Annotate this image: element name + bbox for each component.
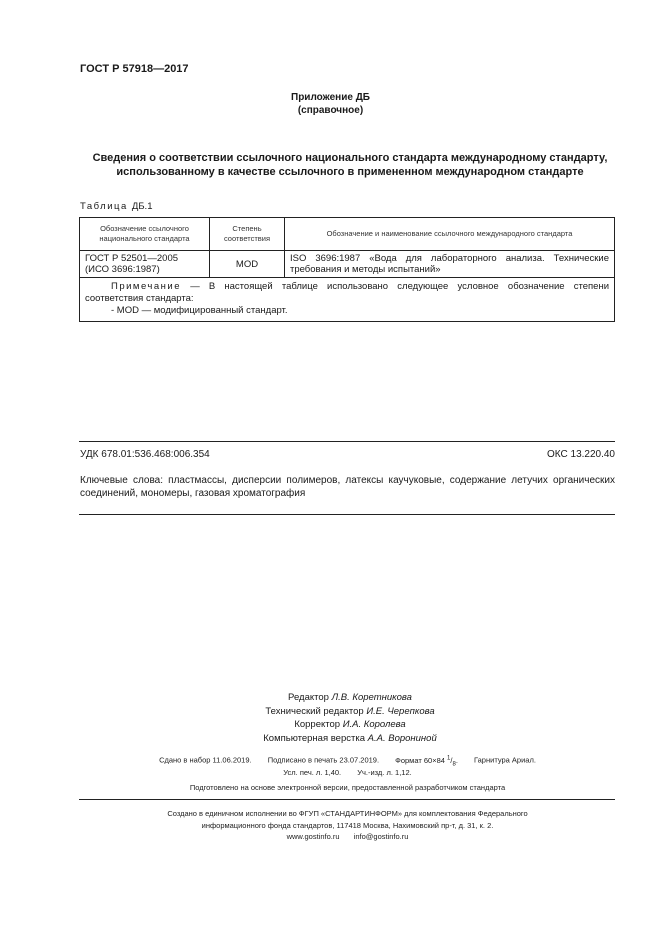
- publishing-line-1: [80, 755, 615, 767]
- table-caption-number: ДБ.1: [131, 201, 153, 212]
- document-id: ГОСТ Р 57918—2017: [80, 63, 189, 75]
- footer-email-link[interactable]: info@gostinfo.ru: [353, 832, 409, 841]
- footer-line-2: информационного фонда стандартов, 117418 Москва, Нахимовский пр-т, д. 31, к. 2.: [201, 820, 494, 830]
- publishing-line-2: [80, 768, 615, 777]
- credit-layout: Компьютерная верстка А.А. Ворониной: [263, 732, 437, 744]
- table-row: [80, 251, 615, 278]
- header-degree: Степень соответствия: [210, 218, 285, 251]
- national-standard-iso: (ИСО 3696:1987): [85, 264, 160, 275]
- cell-national-standard: [80, 251, 210, 278]
- cell-international-standard: ISO 3696:1987 «Вода для лабораторного анализа. Технические требования и методы испытаний»: [285, 251, 615, 278]
- appendix-header: [0, 91, 661, 117]
- divider-footer: [79, 799, 615, 800]
- credit-tech-editor: Технический редактор И.Е. Черепкова: [265, 705, 435, 717]
- typeface: Гарнитура Ариал.: [474, 755, 536, 765]
- edition-sheets: Уч.-изд. л. 1,12.: [357, 768, 412, 777]
- divider-bottom: [79, 514, 615, 515]
- note-item: - MOD — модифицированный стандарт.: [111, 305, 288, 316]
- paper-format: Формат 60×84 $^1/_8$.: [395, 755, 458, 767]
- header-international-standard: Обозначение и наименование ссылочного международного стандарта: [285, 218, 615, 251]
- appendix-subtitle: (справочное): [297, 105, 364, 116]
- appendix-title: Приложение ДБ: [291, 92, 370, 103]
- prepared-note: Подготовлено на основе электронной версии, предоставленной разработчиком стандарта: [189, 783, 506, 792]
- keywords: Ключевые слова: пластмассы, дисперсии полимеров, латексы каучуковые, содержание летучих органических соединений, мономеры, газовая хроматография: [80, 475, 615, 499]
- print-sheets: Усл. печ. л. 1,40.: [283, 768, 342, 777]
- table-note-row: [80, 278, 615, 322]
- udk-code: УДК 678.01:536.468:006.354: [80, 449, 210, 460]
- table-note: [80, 278, 615, 322]
- note-text: — В настоящей таблице использовано следующее условное обозначение степени соответствия стандарта:: [85, 281, 609, 304]
- footer-block: [80, 808, 615, 843]
- credit-proofreader: Корректор И.А. Королева: [294, 719, 406, 730]
- heading-line-2: использованному в качестве ссылочного в примененном международном стандарте: [116, 166, 584, 178]
- national-standard-code: ГОСТ Р 52501—2005: [85, 253, 179, 264]
- typeset-date: Сдано в набор 11.06.2019.: [159, 755, 252, 765]
- credits-block: [200, 691, 500, 745]
- classification-row: [80, 449, 615, 460]
- header-national-standard: Обозначение ссылочного национального стандарта: [80, 218, 210, 251]
- reference-table: [79, 217, 615, 322]
- oks-code: ОКС 13.220.40: [547, 449, 615, 460]
- table-caption-label: Таблица: [80, 201, 128, 212]
- table-caption: [80, 201, 152, 212]
- section-heading: [60, 151, 640, 179]
- note-label: Примечание: [111, 281, 181, 292]
- heading-line-1: Сведения о соответствии ссылочного национального стандарта международному стандарту,: [92, 152, 608, 164]
- cell-degree: MOD: [210, 251, 285, 278]
- divider-top: [79, 441, 615, 442]
- footer-line-1: Создано в единичном исполнении во ФГУП «СТАНДАРТИНФОРМ» для комплектования Федерального: [167, 809, 528, 818]
- table-header-row: [80, 218, 615, 251]
- signed-date: Подписано в печать 23.07.2019.: [267, 755, 380, 765]
- footer-website-link[interactable]: www.gostinfo.ru: [286, 832, 340, 841]
- credit-editor: Редактор Л.В. Коретникова: [288, 692, 412, 703]
- footer-contacts: [80, 831, 615, 843]
